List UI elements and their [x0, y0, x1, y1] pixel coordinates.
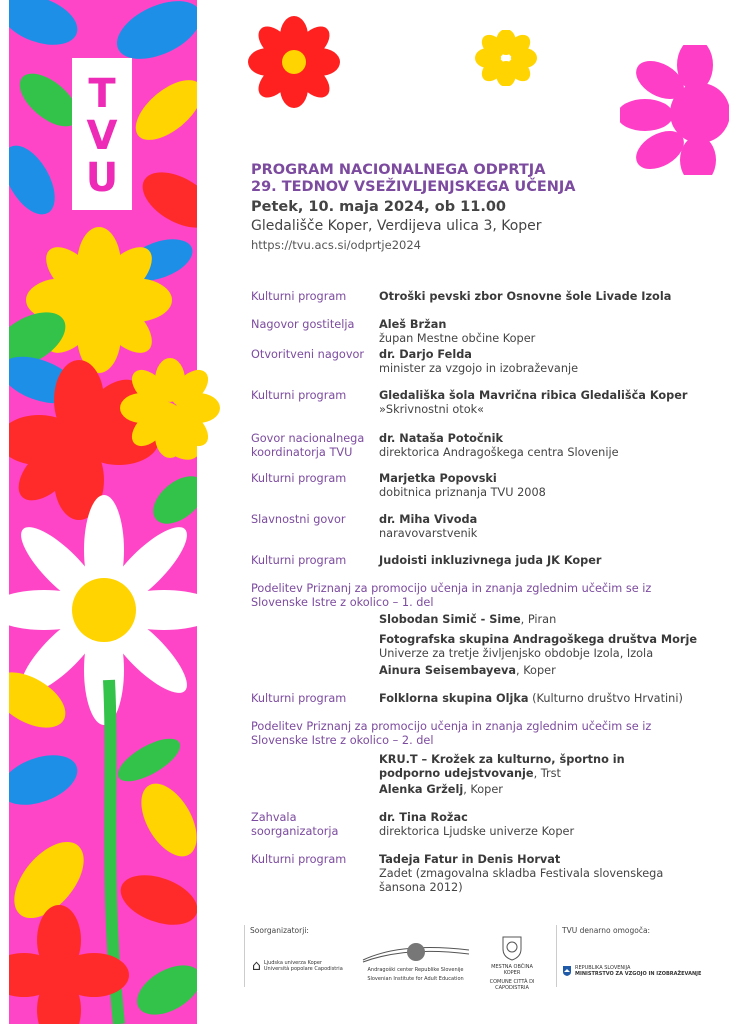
award-recipient-place: , Koper: [516, 664, 556, 677]
program-item: [251, 853, 711, 895]
award-recipient-detail: Univerze za tretje življenjsko obdobje Izola, Izola: [379, 647, 654, 660]
event-date: Petek, 10. maja 2024, ob 11.00: [251, 199, 507, 215]
program-item-detail: župan Mestne občine Koper: [379, 332, 536, 345]
program-item-label: Zahvala soorganizatorja: [251, 811, 339, 838]
award-recipient: [251, 664, 711, 678]
program-item: [251, 432, 711, 460]
logo4-line1: REPUBLIKA SLOVENIJA: [575, 965, 631, 971]
program-item-detail: naravovarstvenik: [379, 527, 478, 540]
program-item: [251, 692, 711, 706]
award-recipient-name: Ainura Seisembayeva: [379, 664, 517, 677]
awards-heading-part1: Podelitev Priznanj za promocijo učenja in znanja zglednim učečim se iz Slovenske Istre z okolico – 1. del: [251, 582, 652, 609]
program-item: [251, 554, 711, 568]
lu-koper-icon: ⌂: [252, 958, 261, 974]
program-item-detail: (Kulturno društvo Hrvatini): [528, 692, 683, 705]
award-recipient: [251, 613, 711, 627]
award-recipient-place: , Piran: [520, 613, 557, 626]
yellow-flower-icon: [474, 30, 538, 86]
program-item: [251, 318, 711, 346]
program-item-name: Tadeja Fatur in Denis Horvat: [379, 853, 561, 866]
event-venue: Gledališče Koper, Verdijeva ulica 3, Koper: [251, 218, 542, 234]
program-item-label: Kulturni program: [251, 692, 347, 705]
program-item-name: Judoisti inkluzivnega juda JK Koper: [379, 554, 602, 567]
award-recipient-name: Fotografska skupina Andragoškega društva Morje: [379, 633, 698, 646]
program-item-detail: direktorica Andragoškega centra Slovenije: [379, 446, 619, 459]
mok-logo: [482, 935, 542, 991]
program-item-label: Slavnostni govor: [251, 513, 346, 526]
program-item-detail: dobitnica priznanja TVU 2008: [379, 486, 546, 499]
award-recipient: [251, 783, 711, 797]
program-item-label: Otvoritveni nagovor: [251, 348, 365, 361]
program-item-label: Kulturni program: [251, 472, 347, 485]
program-item-name: Gledališka šola Mavrična ribica Gledališča Koper: [379, 389, 688, 402]
program-item-name: dr. Tina Rožac: [379, 811, 468, 824]
program-item-label: Govor nacionalnega koordinatorja TVU: [251, 432, 365, 459]
funder-label: TVU denarno omogoča:: [562, 926, 651, 935]
tvu-logo-text: TVU: [79, 71, 125, 197]
award-recipient-name: Slobodan Simič - Sime: [379, 613, 521, 626]
ljudska-univerza-logo: [252, 960, 357, 972]
logo3-line2: COMUNE CITTÀ DI CAPODISTRIA: [489, 979, 535, 991]
program-item-label: Kulturni program: [251, 554, 347, 567]
tvu-logo-box: [72, 58, 132, 210]
acs-wave-icon: [361, 940, 471, 964]
program-item-name: Folklorna skupina Oljka: [379, 692, 529, 705]
award-recipient-name: Alenka Grželj: [379, 783, 464, 796]
logo2-line2: Slovenian Institute for Adult Education: [367, 976, 464, 982]
program-item: [251, 389, 711, 417]
program-item-detail: »Skrivnostni otok«: [379, 403, 485, 416]
footer-logos: [244, 925, 714, 1005]
program-item: [251, 472, 711, 500]
coorganizers-label: Soorganizatorji:: [250, 926, 309, 935]
program-item-detail: direktorica Ljudske univerze Koper: [379, 825, 575, 838]
program-item-name: Otroški pevski zbor Osnovne šole Livade Izola: [379, 290, 672, 303]
event-header: [251, 162, 711, 253]
logo1-line1: Ljudska univerza Koper: [263, 960, 322, 966]
logo2-line1: Andragoški center Republike Slovenije: [367, 967, 464, 973]
koper-coat-of-arms-icon: [501, 935, 523, 961]
award-recipient-name: KRU.T – Krožek za kulturno, športno in podporno udejstvovanje: [379, 753, 625, 780]
program-item-label: Nagovor gostitelja: [251, 318, 355, 331]
award-recipient-place: , Koper: [463, 783, 503, 796]
yellow-flower-large-icon: [120, 358, 220, 458]
logo3-line1: MESTNA OBČINA KOPER: [491, 964, 533, 976]
awards-heading-part2: Podelitev Priznanj za promocijo učenja in znanja zglednim učečim se iz Slovenske Istre z okolico – 2. del: [251, 720, 652, 747]
program-item: [251, 811, 711, 839]
slovenia-coat-of-arms-icon: [562, 965, 572, 977]
pink-flower-icon: [620, 45, 729, 175]
program-item: [251, 348, 711, 376]
program-item-detail: minister za vzgojo in izobraževanje: [379, 362, 579, 375]
red-flower-icon: [248, 16, 340, 108]
program-item-detail: Zadet (zmagovalna skladba Festivala slovenskega šansona 2012): [379, 867, 664, 894]
program-subtitle: 29. TEDNOV VSEŽIVLJENJSKEGA UČENJA: [251, 179, 576, 195]
event-url[interactable]: https://tvu.acs.si/odprtje2024: [251, 238, 421, 252]
program-item-label: Kulturni program: [251, 853, 347, 866]
ministry-logo: [562, 965, 712, 977]
logo1-line2: Università popolare Capodistria: [263, 966, 343, 972]
award-recipient-place: , Trst: [533, 767, 561, 780]
logo4-line2: MINISTRSTVO ZA VZGOJO IN IZOBRAŽEVANJE: [575, 971, 702, 977]
program-item-label: Kulturni program: [251, 389, 347, 402]
program-item-name: dr. Miha Vivoda: [379, 513, 478, 526]
program-item-label: Kulturni program: [251, 290, 347, 303]
acs-logo: [358, 940, 473, 982]
program-item-name: Marjetka Popovski: [379, 472, 497, 485]
program-item: [251, 290, 711, 304]
program-item-name: dr. Darjo Felda: [379, 348, 472, 361]
program-item: [251, 513, 711, 541]
award-recipient: [251, 753, 711, 781]
floral-banner: [9, 0, 197, 1024]
program-item-name: dr. Nataša Potočnik: [379, 432, 503, 445]
program-item-name: Aleš Bržan: [379, 318, 447, 331]
award-recipient: [251, 633, 711, 661]
program-title: PROGRAM NACIONALNEGA ODPRTJA: [251, 162, 546, 178]
